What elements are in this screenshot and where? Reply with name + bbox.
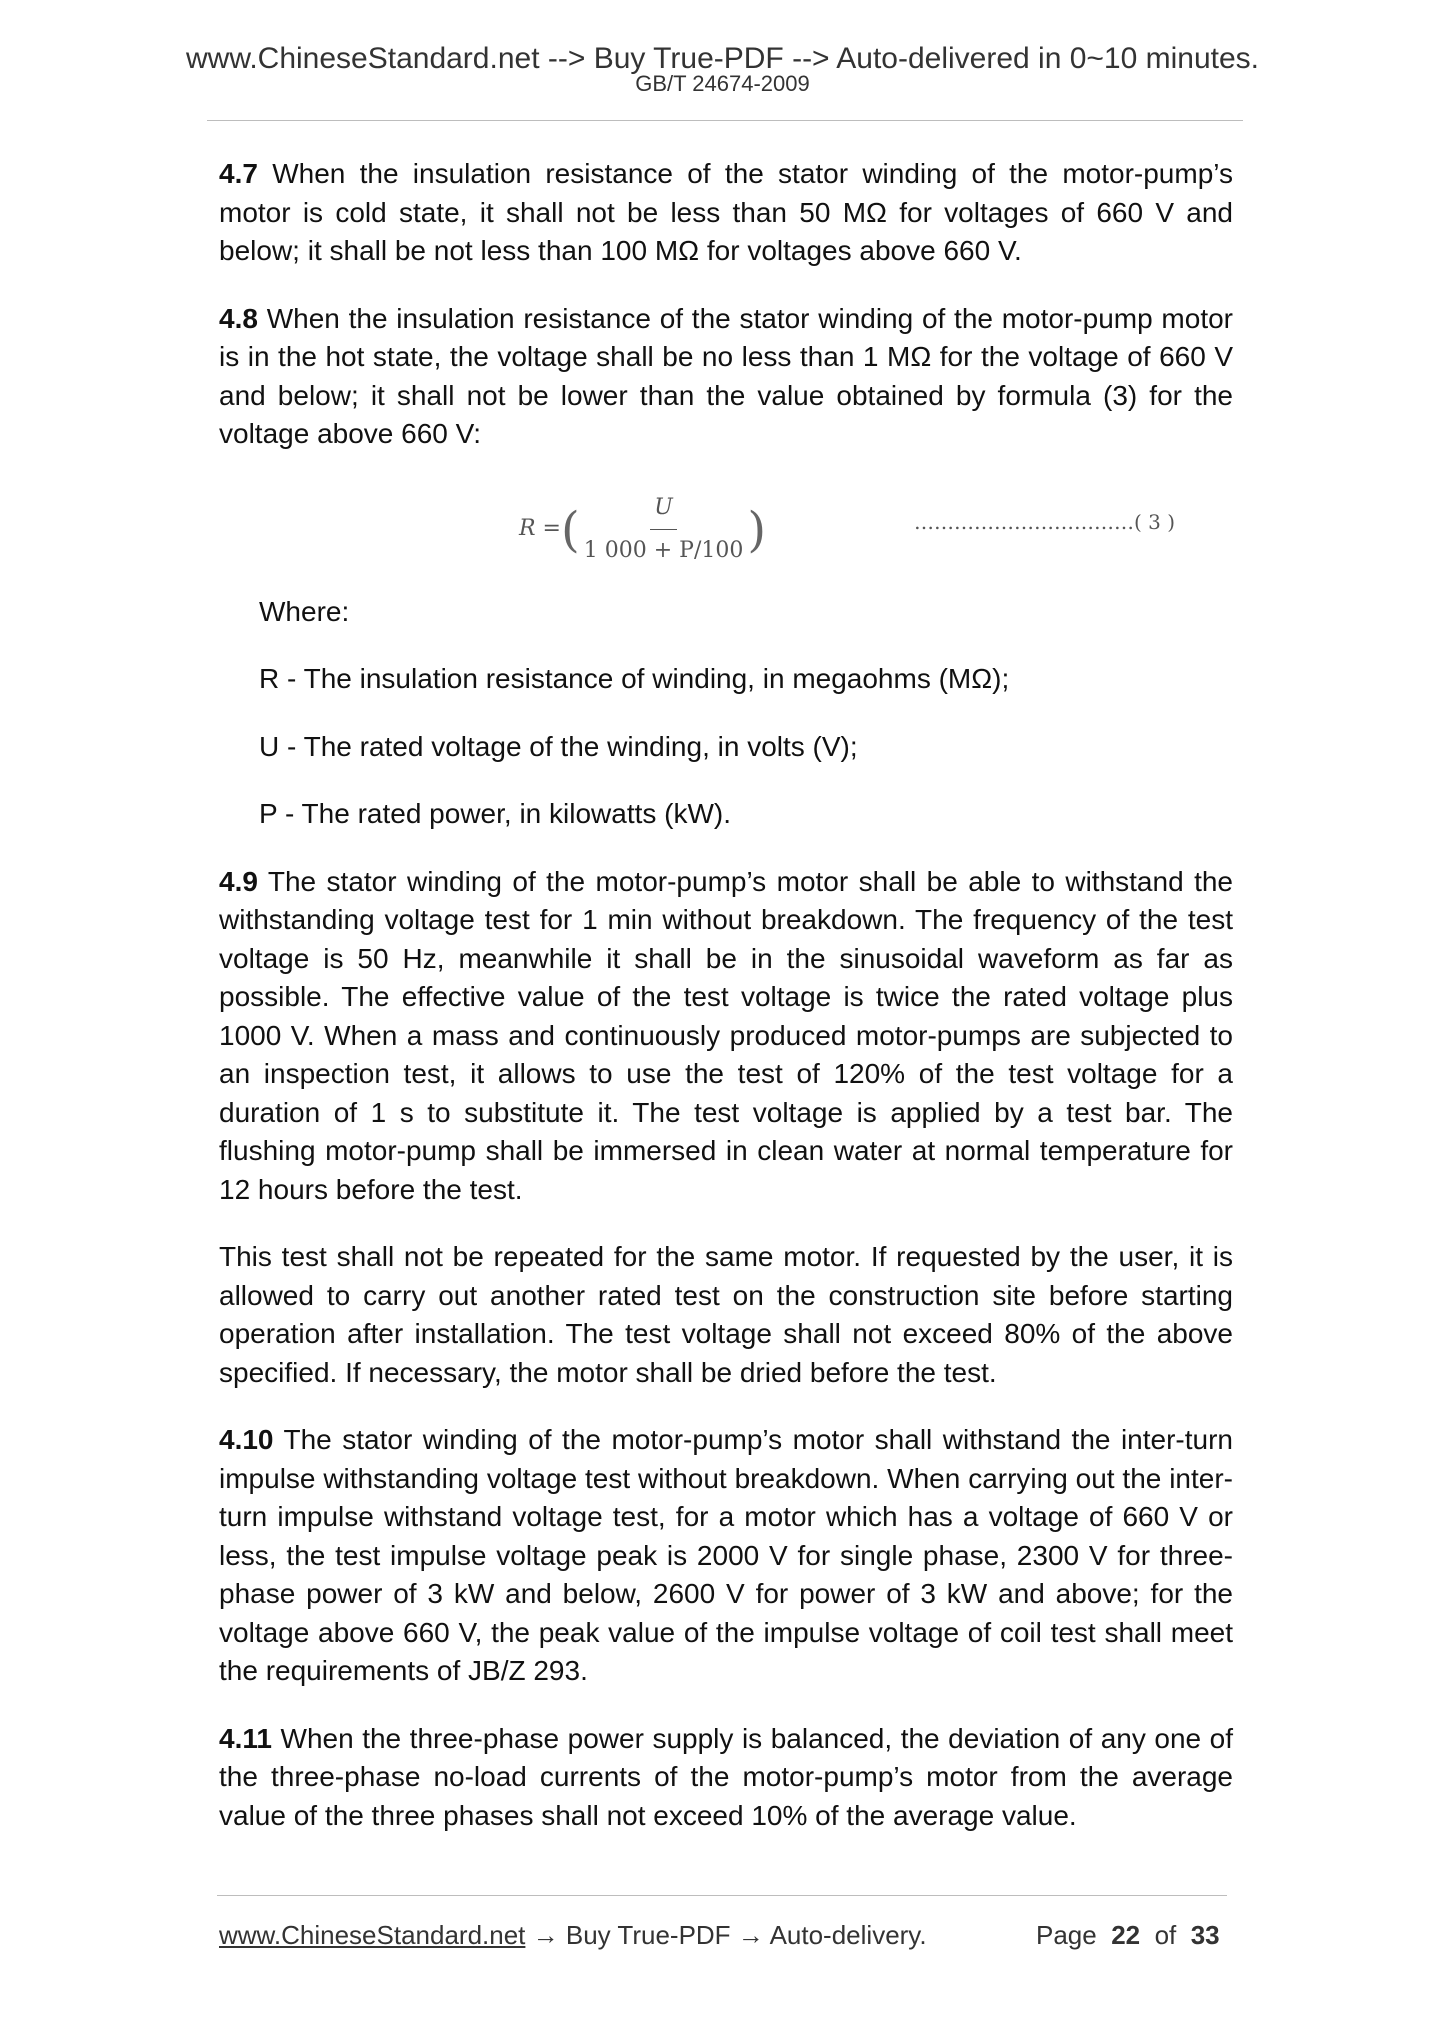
standard-code: GB/T 24674-2009: [635, 71, 810, 96]
total-pages: 33: [1190, 1920, 1220, 1950]
formula-3: [219, 483, 1233, 563]
formula-numerator: U: [650, 489, 677, 531]
page-number: 22: [1111, 1920, 1141, 1950]
clause-4-7: [219, 155, 1233, 271]
clause-number: 4.10: [219, 1424, 274, 1455]
clause-4-10: [219, 1421, 1233, 1691]
footer-purchase-text: → Buy True-PDF → Auto-delivery.: [525, 1920, 927, 1950]
clause-text: The stator winding of the motor-pump’s motor shall be able to withstand the withstanding voltage test for 1 min without breakdown. The frequency of the test voltage is 50 Hz, meanwhile it shall be in the sinusoidal waveform as far as possible. The effective value of the test voltage is twice the rated voltage plus 1000 V. When a mass and continuously produced motor-pumps are subjected to an inspection test, it allows to use the test of 120% of the test voltage for a duration of 1 s to substitute it. The test voltage is applied by a test bar. The flushing motor-pump shall be immersed in clean water at normal temperature for 12 hours before the test.: [219, 865, 1234, 1205]
formula-denominator: 1 000 + P/100: [583, 538, 744, 563]
page-indicator: [1036, 1920, 1220, 1951]
clause-number: 4.7: [219, 158, 258, 189]
definition-r: R - The insulation resistance of winding, in megaohms (MΩ);: [259, 663, 1010, 694]
formula-close-paren: ): [747, 501, 767, 558]
site-banner: www.ChineseStandard.net --> Buy True-PDF --> Auto-delivered in 0~10 minutes.: [185, 42, 1260, 75]
formula-fraction: [584, 489, 744, 571]
formula-number: [914, 503, 1175, 542]
formula-lhs: R =: [519, 516, 561, 542]
clause-number: 4.9: [219, 865, 258, 897]
page-label: Page: [1036, 1920, 1097, 1950]
clause-4-8: [219, 300, 1233, 454]
formula-expression: [519, 489, 766, 571]
where-label: Where:: [259, 595, 350, 627]
clause-4-11: [219, 1720, 1233, 1836]
definition-u: U - The rated voltage of the winding, in volts (V);: [259, 730, 858, 762]
formula-label: ( 3 ): [1134, 509, 1176, 534]
document-body: [219, 155, 1233, 1864]
clause-text: The stator winding of the motor-pump’s motor shall withstand the inter-turn impulse withstanding voltage test without breakdown. When carrying out the inter-turn impulse withstand voltage test, for a motor which has a voltage of 660 V or less, the test impulse voltage peak is 2000 V for single phase, 2300 V for three-phase power of 3 kW and below, 2600 V for power of 3 kW and above; for the voltage above 660 V, the peak value of the impulse voltage of coil test shall meet the requirements of JB/Z 293.: [219, 1424, 1234, 1686]
clause-4-9-continued: This test shall not be repeated for the same motor. If requested by the user, it is allowed to carry out another rated test on the construction site before starting operation after installation. The test voltage shall not exceed 80% of the above specified. If necessary, the motor shall be dried before the test.: [219, 1241, 1233, 1388]
header-divider: [207, 120, 1243, 121]
formula-leader: ……………………………: [914, 509, 1134, 534]
clause-number: 4.8: [219, 302, 258, 334]
formula-open-paren: (: [561, 501, 580, 558]
clause-4-9: [219, 863, 1233, 1210]
clause-text: When the insulation resistance of the stator winding of the motor-pump motor is in the hot state, the voltage shall be no less than 1 MΩ for the voltage of 660 V and below; it shall not be lower than the value obtained by formula (3) for the voltage above 660 V:: [219, 302, 1233, 449]
footer-site-link[interactable]: www.ChineseStandard.net: [219, 1920, 526, 1950]
footer-links: [219, 1920, 927, 1951]
clause-text: When the three-phase power supply is balanced, the deviation of any one of the three-phase no-load currents of the motor-pump’s motor from the average value of the three phases shall not exceed 10% of the average value.: [219, 1722, 1234, 1831]
footer-divider: [217, 1895, 1227, 1896]
clause-text: When the insulation resistance of the stator winding of the motor-pump’s motor is cold state, it shall not be less than 50 MΩ for voltages of 660 V and below; it shall be not less than 100 MΩ for voltages above 660 V.: [219, 158, 1233, 266]
of-label: of: [1154, 1920, 1177, 1950]
definition-p: P - The rated power, in kilowatts (kW).: [259, 798, 732, 829]
clause-number: 4.11: [219, 1722, 272, 1754]
